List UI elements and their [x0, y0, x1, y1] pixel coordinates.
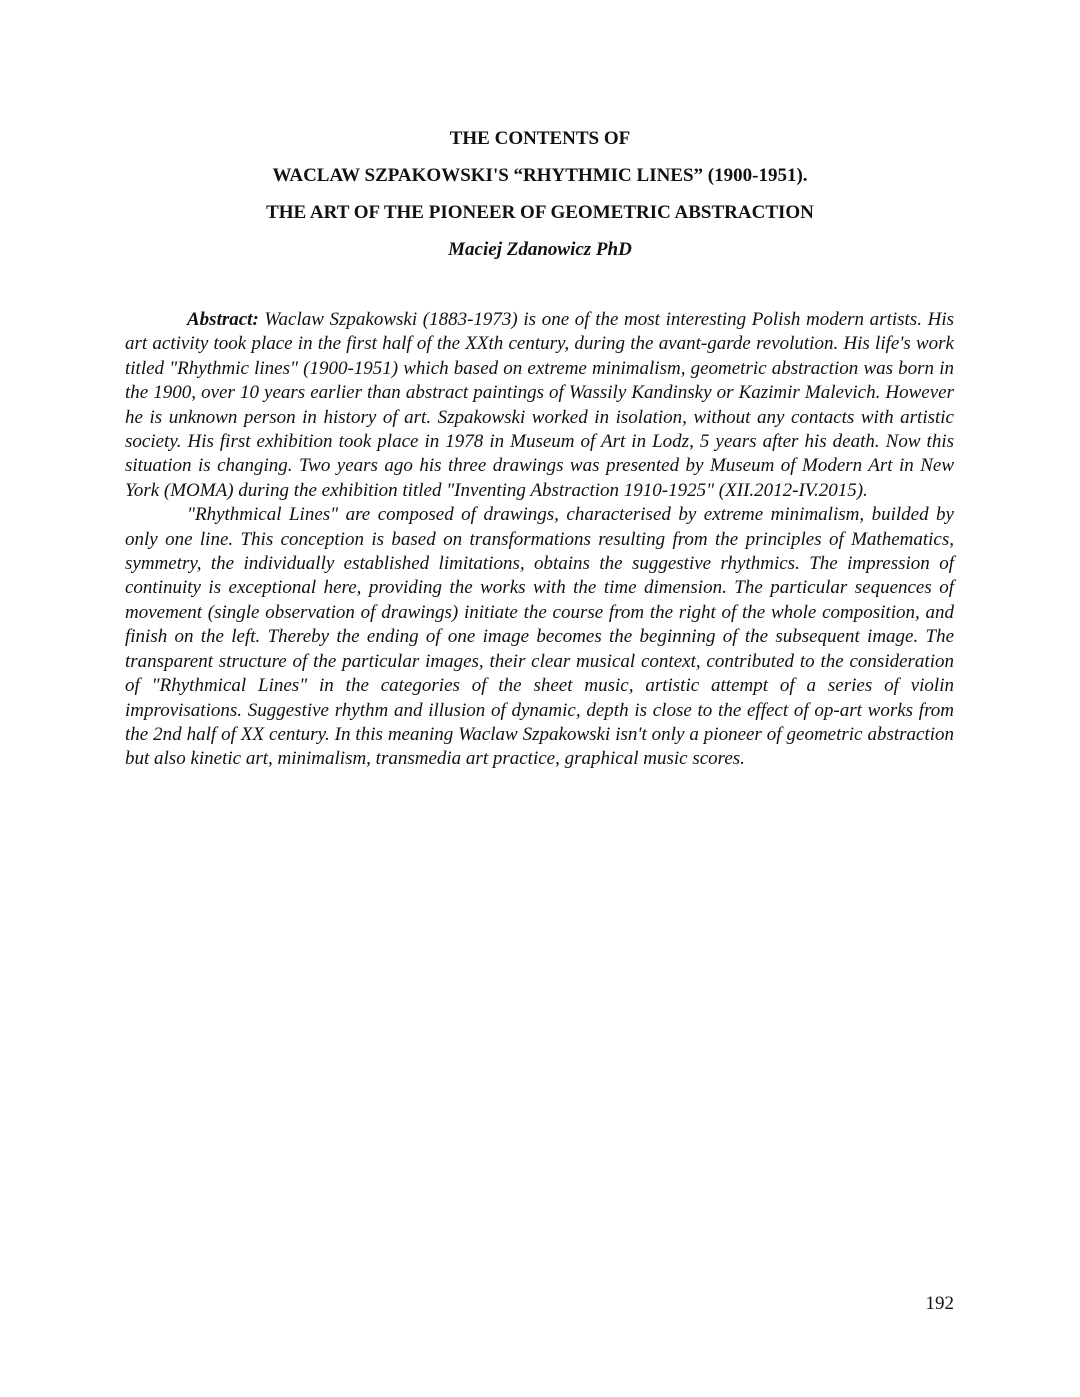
page-number: 192 — [925, 1293, 954, 1314]
author-name: Maciej Zdanowicz PhD — [448, 239, 632, 260]
abstract-label: Abstract: — [187, 309, 259, 330]
title-line-3: THE ART OF THE PIONEER OF GEOMETRIC ABSTRACTION — [266, 202, 814, 223]
title-line-2: WACLAW SZPAKOWSKI'S “RHYTHMIC LINES” (1900-1951). — [272, 165, 808, 186]
title-line-1: THE CONTENTS OF — [449, 128, 631, 149]
abstract-section — [125, 308, 954, 772]
abstract-paragraph-1 — [125, 308, 954, 503]
title-block — [0, 120, 1080, 268]
abstract-paragraph-1-text: Waclaw Szpakowski (1883-1973) is one of the most interesting Polish modern artists. His art activity took place in the first half of the XXth century, during the avant-garde revolution. His life's work titled "Rhythmic lines" (1900-1951) which based on extreme minimalism, geometric abstraction was born in the 1900, over 10 years earlier than abstract paintings of Wassily Kandinsky or Kazimir Malevich. However he is unknown person in history of art. Szpakowski worked in isolation, without any contacts with artistic society. His first exhibition took place in 1978 in Museum of Art in Lodz, 5 years after his death. Now this situation is changing. Two years ago his three drawings was presented by Museum of Modern Art in New York (MOMA) during the exhibition titled "Inventing Abstraction 1910-1925" (XII.2012-IV.2015). — [125, 309, 954, 501]
abstract-paragraph-2: "Rhythmical Lines" are composed of drawings, characterised by extreme minimalism, builded by only one line. This conception is based on transformations resulting from the principles of Mathematics, symmetry, the individually established limitations, obtains the suggestive rhythmics. The impression of continuity is exceptional here, providing the works with the time dimension. The particular sequences of movement (single observation of drawings) initiate the course from the right of the whole composition, and finish on the left. Thereby the ending of one image becomes the beginning of the subsequent image. The transparent structure of the particular images, their clear musical context, contributed to the consideration of "Rhythmical Lines" in the categories of the sheet music, artistic attempt of a series of violin improvisations. Suggestive rhythm and illusion of dynamic, depth is close to the effect of op-art works from the 2nd half of XX century. In this meaning Waclaw Szpakowski isn't only a pioneer of geometric abstraction but also kinetic art, minimalism, transmedia art practice, graphical music scores. — [125, 504, 954, 770]
